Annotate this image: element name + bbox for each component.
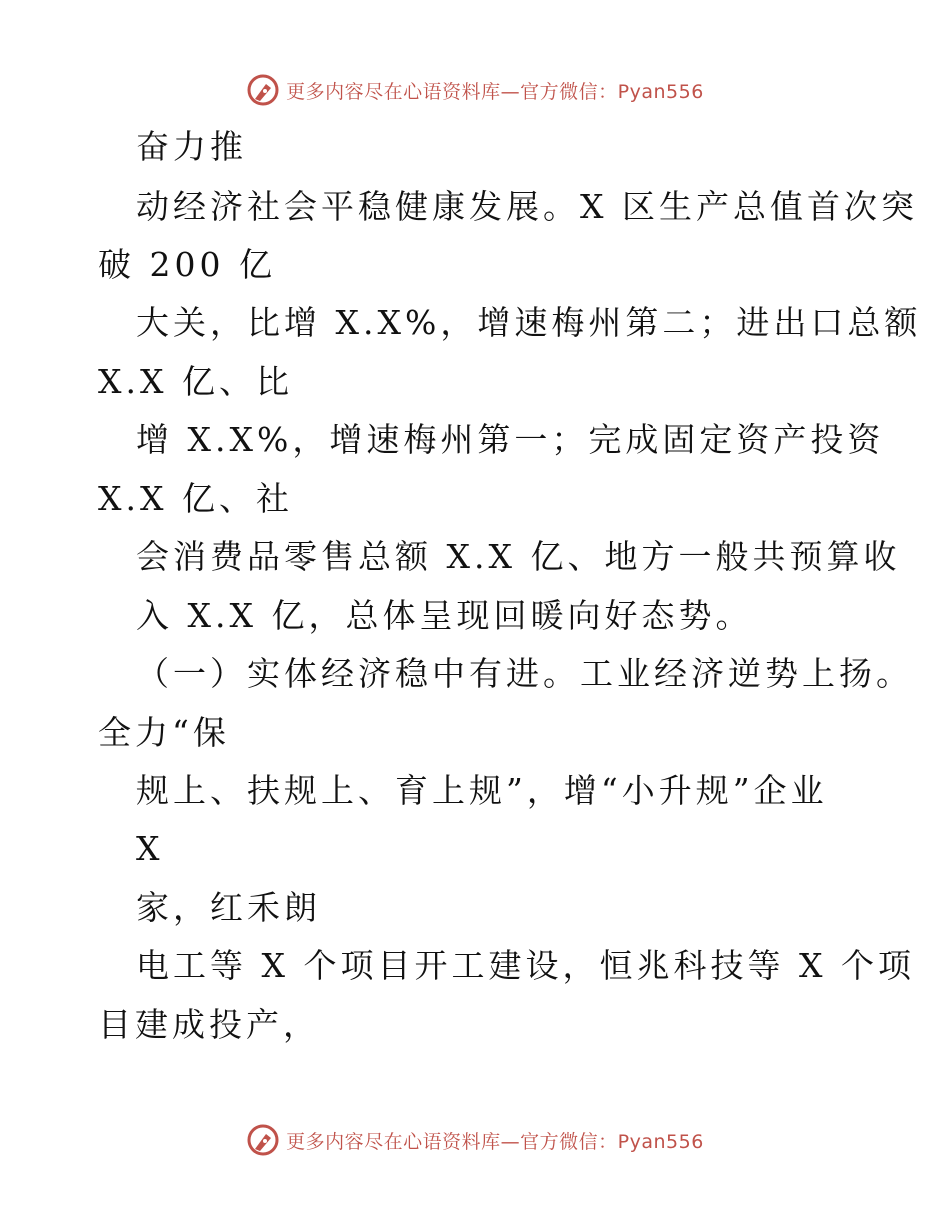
footer-banner — [0, 1120, 950, 1160]
text-line: 家，红禾朗 — [136, 888, 321, 927]
banner-text: 更多内容尽在心语资料库—官方微信：Pyan556 — [286, 80, 704, 103]
text-line: 动经济社会平稳健康发展。X 区生产总值首次突 — [136, 187, 918, 226]
banner-text: 更多内容尽在心语资料库—官方微信：Pyan556 — [286, 1130, 704, 1153]
pen-nib-logo-icon — [246, 1123, 280, 1157]
text-line: X.X 亿、比 — [98, 362, 293, 401]
text-line: 会消费品零售总额 X.X 亿、地方一般共预算收 — [136, 537, 901, 576]
text-line: 增 X.X%，增速梅州第一；完成固定资产投资 — [136, 420, 885, 459]
text-line: 电工等 X 个项目开工建设，恒兆科技等 X 个项 — [136, 946, 915, 985]
text-line: 目建成投产， — [98, 1005, 320, 1044]
text-line: 全力“保 — [98, 713, 230, 752]
text-line: X.X 亿、社 — [98, 479, 293, 518]
text-line: （一）实体经济稳中有进。工业经济逆势上扬。 — [136, 654, 913, 693]
text-line: 入 X.X 亿，总体呈现回暖向好态势。 — [136, 596, 753, 635]
text-line: X — [136, 829, 164, 868]
text-line: 大关，比增 X.X%，增速梅州第二；进出口总额 — [136, 303, 922, 342]
text-line: 破 200 亿 — [98, 245, 276, 284]
text-line: 奋力推 — [136, 127, 247, 166]
text-line: 规上、扶规上、育上规”，增“小升规”企业 — [136, 771, 828, 810]
